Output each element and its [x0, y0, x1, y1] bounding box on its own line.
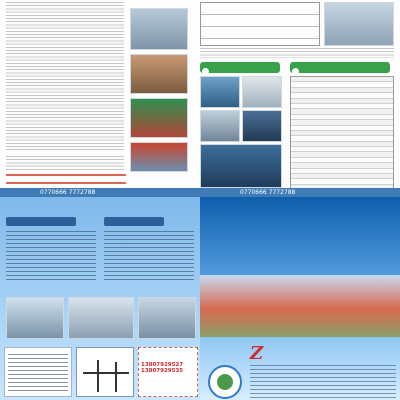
- bottom-left-panel: [0, 197, 200, 400]
- route-map: [76, 347, 134, 397]
- top-spread: [0, 0, 400, 196]
- left-text-column-2: [104, 231, 194, 283]
- employment-photo-2: [242, 76, 282, 108]
- graduates-list-table: [290, 76, 394, 188]
- left-column: [6, 2, 190, 192]
- building-photo-3: [138, 297, 196, 339]
- employment-photo-5: [200, 144, 282, 188]
- bottom-spread: [0, 197, 400, 400]
- address-box: [4, 347, 72, 397]
- contact-line-2: 13807929527: [141, 362, 184, 368]
- left-text-column-1: [6, 231, 96, 283]
- contact-line-1: [139, 348, 197, 362]
- right-column: [200, 2, 396, 192]
- employment-photo-1: [200, 76, 240, 108]
- section-icon: [292, 68, 299, 75]
- lower-text-block: [6, 156, 124, 172]
- red-slogan-line-2: [6, 182, 126, 184]
- left-section-header-2: [104, 217, 164, 226]
- notice-text: [200, 48, 394, 58]
- program-bullets: [250, 365, 396, 399]
- campus-panorama: [200, 275, 400, 337]
- contact-box: [138, 347, 198, 397]
- intro-text-block: [6, 2, 124, 152]
- classroom-photo: [324, 2, 394, 46]
- recruitment-logo: [250, 343, 400, 363]
- campus-building-photo: [130, 8, 188, 50]
- stadium-photo: [130, 142, 188, 172]
- building-photo-2: [68, 297, 134, 339]
- campus-gate-photo: [130, 54, 188, 94]
- graduates-section-header: [290, 62, 390, 73]
- summary-table: [200, 2, 320, 46]
- section-icon: [202, 68, 209, 75]
- contact-line-3: 13807929535: [141, 368, 184, 374]
- phone-bar: [0, 188, 400, 197]
- employment-photo-4: [242, 110, 282, 142]
- left-section-header-1: [6, 217, 76, 226]
- school-emblem: [208, 365, 242, 399]
- bottom-right-panel: [200, 197, 400, 400]
- employment-section-header: [200, 62, 280, 73]
- phone-number-left: 0770666 7772788: [40, 189, 96, 196]
- logo-mark: Z: [250, 343, 264, 364]
- red-slogan-line-1: [6, 174, 126, 176]
- phone-number-right: 0770666 7772788: [240, 189, 296, 196]
- building-photo-1: [6, 297, 64, 339]
- employment-photo-3: [200, 110, 240, 142]
- sports-field-photo: [130, 98, 188, 138]
